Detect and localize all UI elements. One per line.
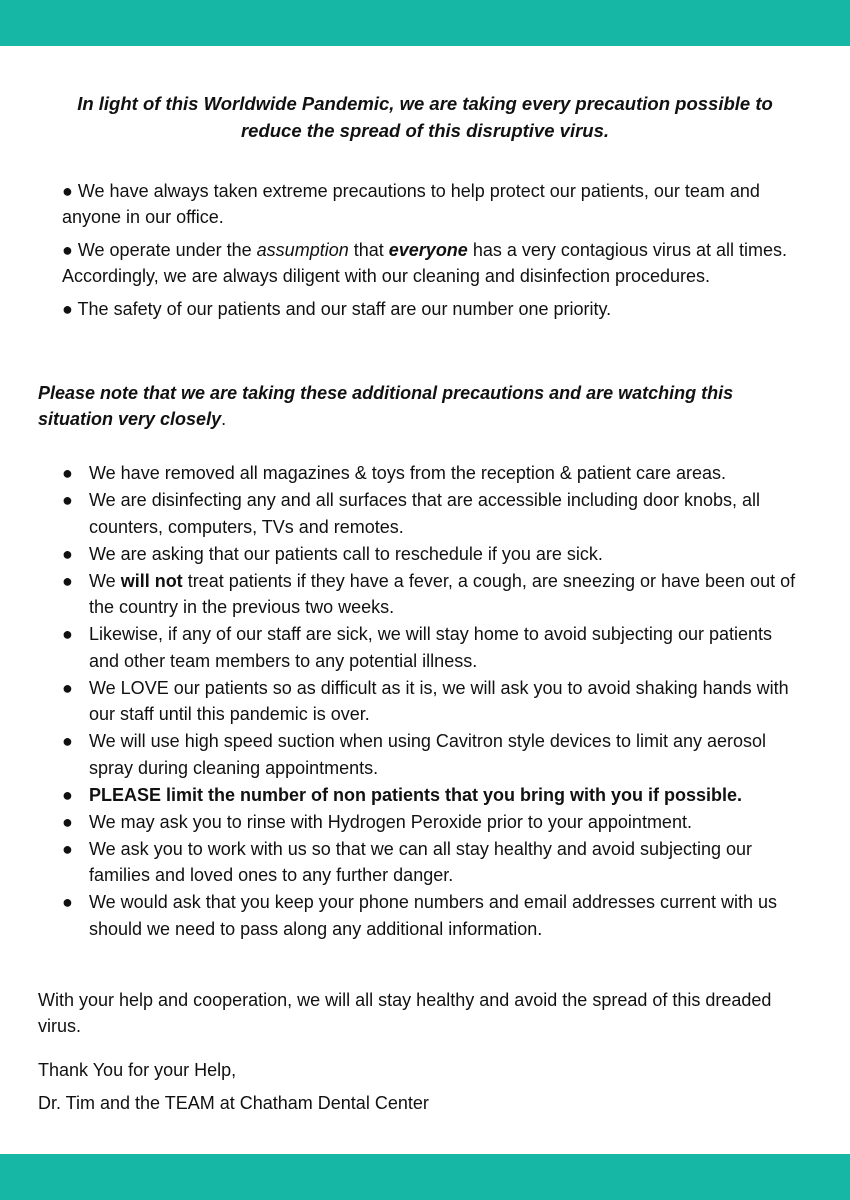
list-item-text: Likewise, if any of our staff are sick, we will stay home to avoid subjecting our patients and other team members to any potential illness.: [89, 624, 772, 671]
intro-point-3: ● The safety of our patients and our staff are our number one priority.: [62, 299, 612, 319]
bottom-color-band: [0, 1154, 850, 1200]
everyone-emphasis: everyone: [388, 240, 468, 260]
list-item-text-a: We: [89, 570, 121, 591]
bullet-icon: ●: [62, 811, 73, 832]
intro-point-2: [62, 237, 807, 289]
bullet-icon: ●: [62, 490, 73, 510]
list-item: [62, 782, 802, 809]
bullet-icon: ●: [62, 463, 73, 483]
list-item-text: We ask you to work with us so that we can all stay healthy and avoid subjecting our families and loved ones to any further danger.: [89, 838, 753, 885]
signature-line: Dr. Tim and the TEAM at Chatham Dental Center: [38, 1093, 429, 1113]
intro-point-1: ● We have always taken extreme precautions to help protect our patients, our team and anyone in our office.: [62, 181, 760, 227]
list-item: [62, 541, 802, 568]
bullet-icon: ●: [62, 784, 73, 805]
list-item-text: We are asking that our patients call to reschedule if you are sick.: [89, 543, 603, 564]
bullet-icon: ●: [62, 570, 73, 591]
bullet-icon: ●: [62, 677, 73, 698]
bullet-icon: ●: [62, 731, 73, 751]
precautions-note-emphasis: Please note that we are taking these additional precautions and are watching this situation very closely: [38, 383, 734, 429]
intro-point-2-text-c: that: [348, 240, 389, 260]
page-heading: [30, 90, 820, 144]
list-item: [62, 889, 802, 942]
list-item: [62, 568, 802, 621]
closing-paragraph: With your help and cooperation, we will all stay healthy and avoid the spread of this dreaded virus.: [38, 990, 772, 1036]
precautions-note-end: .: [221, 409, 227, 429]
intro-point-2-text-e: has a very contagious virus at all times. Accordingly, we are always diligent with our cleaning and disinfection procedures.: [62, 240, 787, 286]
list-item-text: PLEASE limit the number of non patients that you bring with you if possible.: [89, 784, 743, 805]
list-item: [62, 460, 802, 487]
list-item-text: We would ask that you keep your phone numbers and email addresses current with us should we need to pass along any additional information.: [89, 892, 778, 939]
will-not-emphasis: will not: [120, 570, 183, 591]
list-item: [62, 728, 802, 781]
precautions-list: [62, 460, 802, 943]
list-item: [62, 621, 802, 674]
top-color-band: [0, 0, 850, 46]
list-item-text: We will use high speed suction when using Cavitron style devices to limit any aerosol spray during cleaning appointments.: [89, 731, 767, 778]
list-item-text-c: treat patients if they have a fever, a cough, are sneezing or have been out of the country in the previous two weeks.: [89, 570, 796, 617]
heading-line-2: reduce the spread of this disruptive virus.: [240, 120, 610, 141]
list-item: [62, 836, 802, 889]
bullet-icon: ●: [62, 892, 73, 912]
assumption-emphasis: assumption: [256, 240, 349, 260]
intro-points: [62, 178, 807, 329]
bullet-icon: ●: [62, 838, 73, 859]
heading-line-1: In light of this Worldwide Pandemic, we are taking every precaution possible to: [77, 93, 773, 114]
list-item-text: We are disinfecting any and all surfaces that are accessible including door knobs, all counters, computers, TVs and remotes.: [89, 490, 761, 537]
bullet-icon: ●: [62, 543, 73, 564]
list-item: [62, 809, 802, 836]
list-item: [62, 487, 802, 540]
intro-point-2-text-a: ● We operate under the: [62, 240, 257, 260]
precautions-note: [38, 380, 808, 432]
list-item-text: We may ask you to rinse with Hydrogen Peroxide prior to your appointment.: [89, 811, 692, 832]
list-item-text: We LOVE our patients so as difficult as it is, we will ask you to avoid shaking hands with our staff until this pandemic is over.: [89, 677, 789, 724]
thank-you-line: Thank You for your Help,: [38, 1060, 237, 1080]
list-item: [62, 675, 802, 728]
list-item-text: We have removed all magazines & toys from the reception & patient care areas.: [89, 463, 726, 483]
bullet-icon: ●: [62, 624, 73, 644]
